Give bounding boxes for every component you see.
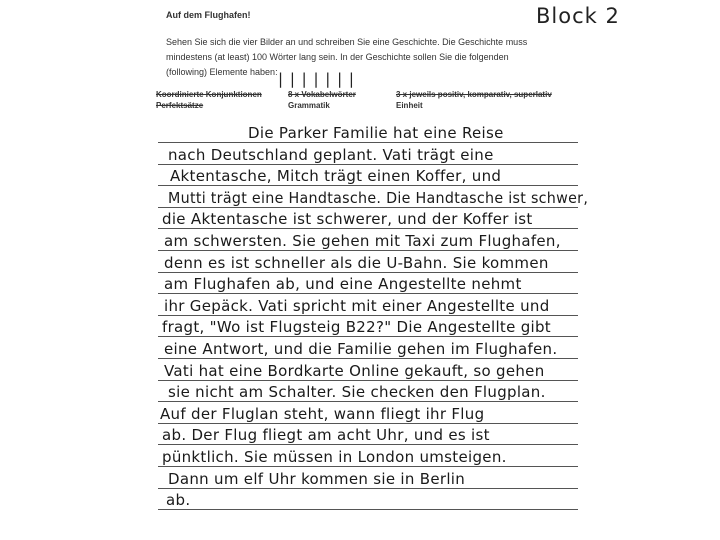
story-line: die Aktentasche ist schwerer, und der Koffer ist	[162, 210, 533, 228]
block-label: Block 2	[536, 4, 620, 28]
story-line: pünktlich. Sie müssen in London umsteigen.	[162, 448, 507, 466]
instructions-line-2: mindestens (at least) 100 Wörter lang sein. In der Geschichte sollen Sie die folgenden	[166, 52, 509, 62]
story-line: am Flughafen ab, und eine Angestellte nehmt	[164, 275, 522, 293]
criterion-vocabulary-text: 8 x Vokabelwörter	[288, 90, 356, 99]
criterion-unit-text: Einheit	[396, 101, 423, 110]
tally-marks: | | | | | | |	[278, 70, 355, 88]
criterion-perfect-text: Perfektsätze	[156, 101, 204, 110]
story-line: ihr Gepäck. Vati spricht mit einer Angestellte und	[164, 297, 550, 315]
story-line: Dann um elf Uhr kommen sie in Berlin	[168, 470, 466, 488]
instructions-line-3: (following) Elemente haben:	[166, 67, 278, 77]
story-line: ab.	[166, 491, 191, 509]
story-line: nach Deutschland geplant. Vati trägt eine	[168, 146, 494, 164]
story-line: eine Antwort, und die Familie gehen im Flughafen.	[164, 340, 558, 358]
story-line: ab. Der Flug fliegt am acht Uhr, und es ist	[162, 426, 490, 444]
worksheet-title: Auf dem Flughafen!	[166, 10, 251, 20]
instructions-line-1: Sehen Sie sich die vier Bilder an und schreiben Sie eine Geschichte. Die Geschichte muss	[166, 37, 528, 47]
story-line: sie nicht am Schalter. Sie checken den Flugplan.	[168, 383, 546, 401]
story-line: Aktentasche, Mitch trägt einen Koffer, und	[170, 167, 502, 185]
story-line: am schwersten. Sie gehen mit Taxi zum Flughafen,	[164, 232, 561, 250]
story-line: Auf der Fluglan steht, wann fliegt ihr Flug	[160, 405, 485, 423]
story-line: fragt, "Wo ist Flugsteig B22?" Die Angestellte gibt	[162, 318, 551, 336]
story-line: denn es ist schneller als die U-Bahn. Sie kommen	[164, 254, 549, 272]
story-line: Die Parker Familie hat eine Reise	[248, 124, 504, 142]
criterion-adjectives-text: 3 x jeweils positiv, komparativ, superlativ	[396, 90, 552, 99]
story-line: Mutti trägt eine Handtasche. Die Handtasche ist schwer,	[168, 189, 589, 207]
criterion-grammar-text: Grammatik	[288, 101, 330, 110]
criterion-conjunctions-text: Koordinierte Konjunktionen	[156, 90, 262, 99]
story-line: Vati hat eine Bordkarte Online gekauft, so gehen	[164, 362, 545, 380]
